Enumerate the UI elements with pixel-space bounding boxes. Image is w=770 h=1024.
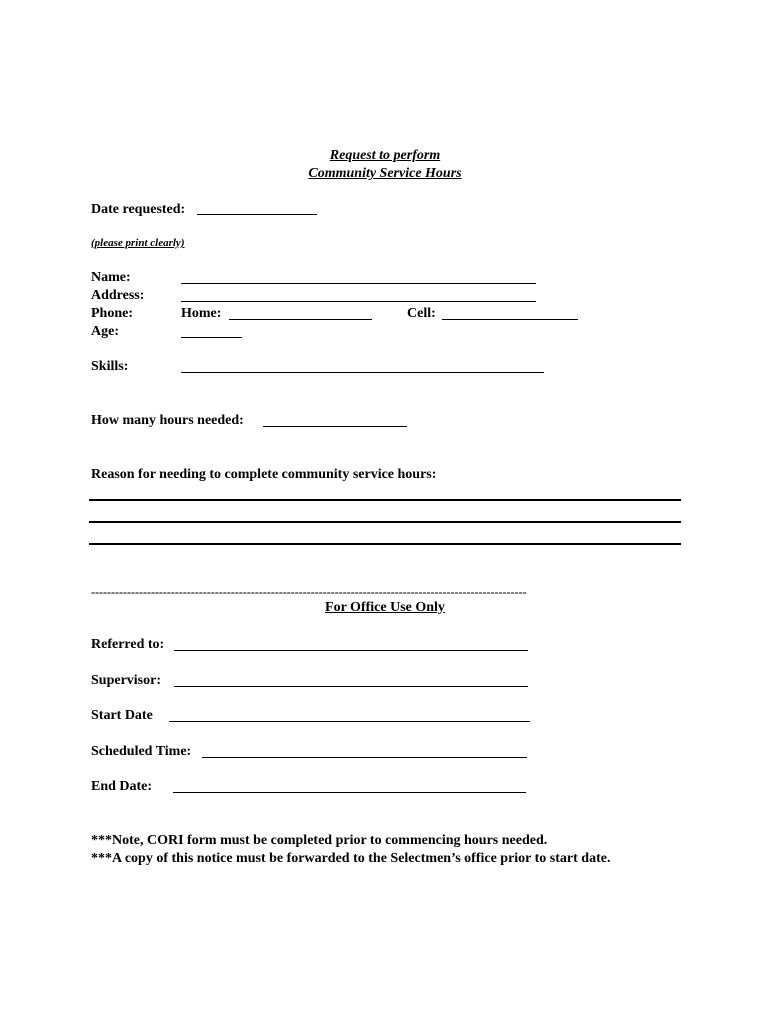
referred-to-label: Referred to: xyxy=(91,637,165,652)
end-date-label: End Date: xyxy=(91,779,153,794)
office-use-heading: For Office Use Only xyxy=(325,600,445,615)
scheduled-time-label: Scheduled Time: xyxy=(91,744,192,759)
supervisor-field[interactable] xyxy=(174,686,528,687)
cell-phone-label: Cell: xyxy=(407,306,436,321)
reason-line-2[interactable] xyxy=(89,521,681,523)
form-title-line2: Community Service Hours xyxy=(308,166,462,181)
reason-line-3[interactable] xyxy=(89,543,681,545)
home-phone-label: Home: xyxy=(181,306,222,321)
scheduled-time-field[interactable] xyxy=(202,757,527,758)
name-label: Name: xyxy=(91,270,131,285)
office-separator: ------------------------------------------------------------------------------------------------------------- xyxy=(91,585,527,599)
age-field[interactable] xyxy=(181,337,242,338)
hours-needed-field[interactable] xyxy=(263,426,407,427)
phone-label: Phone: xyxy=(91,306,133,321)
end-date-field[interactable] xyxy=(173,792,526,793)
date-requested-label: Date requested: xyxy=(91,202,186,217)
skills-label: Skills: xyxy=(91,359,129,374)
name-field[interactable] xyxy=(181,283,536,284)
age-label: Age: xyxy=(91,324,119,339)
start-date-label: Start Date xyxy=(91,708,153,723)
cell-phone-field[interactable] xyxy=(442,319,578,320)
referred-to-field[interactable] xyxy=(174,650,528,651)
selectmen-note: ***A copy of this notice must be forwarded to the Selectmen’s office prior to start date. xyxy=(91,851,611,866)
cori-note: ***Note, CORI form must be completed prior to commencing hours needed. xyxy=(91,833,548,848)
skills-field[interactable] xyxy=(181,372,544,373)
date-requested-field[interactable] xyxy=(197,214,317,215)
reason-label: Reason for needing to complete community service hours: xyxy=(91,467,437,482)
form-title-line1: Request to perform xyxy=(329,148,441,163)
hours-needed-label: How many hours needed: xyxy=(91,413,244,428)
address-label: Address: xyxy=(91,288,145,303)
print-clearly-note: (please print clearly) xyxy=(91,237,185,249)
start-date-field[interactable] xyxy=(169,721,530,722)
home-phone-field[interactable] xyxy=(229,319,372,320)
address-field[interactable] xyxy=(181,301,536,302)
supervisor-label: Supervisor: xyxy=(91,673,161,688)
reason-line-1[interactable] xyxy=(89,499,681,501)
